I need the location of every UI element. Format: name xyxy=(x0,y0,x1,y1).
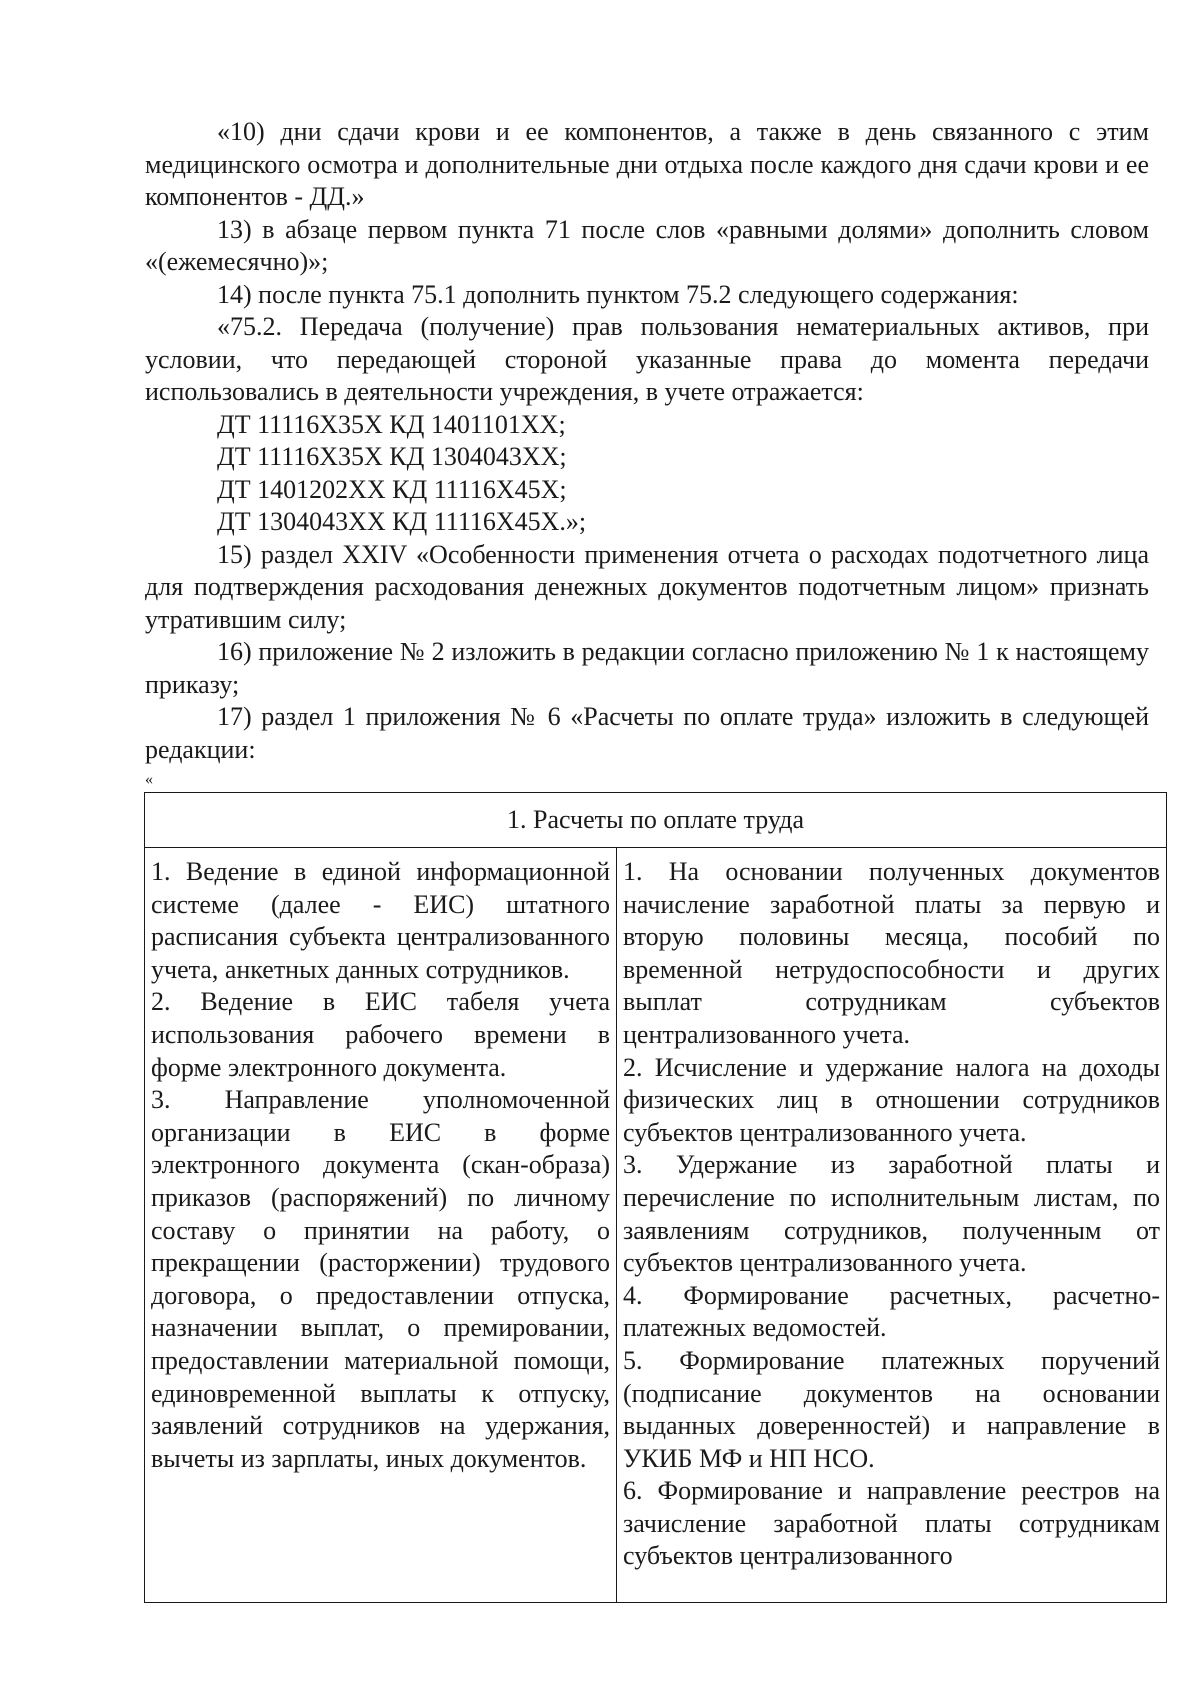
paragraph-item-10: «10) дни сдачи крови и ее компонентов, а также в день связанного с этим медицинского осмотра и дополнительные дни отдыха после каждого дня сдачи крови и ее компонентов - ДД.» xyxy=(145,117,1149,211)
right-list-item: 4. Формирование расчетных, расчетно-платежных ведомостей. xyxy=(623,1280,1161,1343)
right-list-item: 5. Формирование платежных поручений (подписание документов на основании выданных доверенностей) и направление в УКИБ МФ и НП НСО. xyxy=(623,1345,1161,1473)
accounting-entry-4: ДТ 1304043ХХ КД 11116Х45Х.»; xyxy=(217,507,587,536)
right-list-item: 1. На основании полученных документов начисление заработной платы за первую и вторую половины месяца, пособий по временной нетрудоспособности и других выплат сотрудникам субъектов централизованного учета. xyxy=(623,857,1161,1049)
table-header-row xyxy=(145,793,1167,848)
right-list-item: 2. Исчисление и удержание налога на доходы физических лиц в отношении сотрудников субъектов централизованного учета. xyxy=(623,1052,1161,1147)
paragraph-item-13: 13) в абзаце первом пункта 71 после слов «равными долями» дополнить словом «(ежемесячно)»; xyxy=(145,214,1149,276)
paragraph-item-17: 17) раздел 1 приложения № 6 «Расчеты по оплате труда» изложить в следующей редакции: xyxy=(145,702,1149,764)
accounting-entry-3: ДТ 1401202ХХ КД 11116Х45Х; xyxy=(217,474,567,504)
accounting-entry-2: ДТ 11116Х35Х КД 1304043ХХ; xyxy=(217,442,567,471)
table-row xyxy=(145,848,1167,1603)
left-list-item: 3. Направление уполномоченной организации в ЕИС в форме электронного документа (скан-образа) приказов (распоряжений) по личному составу о принятии на работу, о прекращении (расторжении) трудового договора, о предоставлении отпуска, назначении выплат, о премировании, предоставлении материальной помощи, единовременной выплаты к отпуску, заявлений сотрудников на удержания, вычеты из зарплаты, иных документов. xyxy=(151,1085,610,1473)
right-list-item: 3. Удержание из заработной платы и перечисление по исполнительным листам, по заявлениям сотрудников, полученным от субъектов централизованного учета. xyxy=(623,1150,1161,1278)
client-duties-cell xyxy=(145,848,617,1603)
paragraph-item-15: 15) раздел XXIV «Особенности применения отчета о расходах подотчетного лица для подтверждения расходования денежных документов подотчетным лицом» признать утратившим силу; xyxy=(145,539,1149,634)
paragraph-item-14: 14) после пункта 75.1 дополнить пунктом 75.2 следующего содержания: xyxy=(217,279,1019,309)
body-text xyxy=(145,116,1149,766)
left-list-item: 1. Ведение в единой информационной системе (далее - ЕИС) штатного расписания субъекта централизованного учета, анкетных данных сотрудников. xyxy=(151,857,610,984)
payroll-table xyxy=(144,792,1167,1603)
center-duties-cell xyxy=(617,848,1167,1603)
paragraph-item-75-2: «75.2. Передача (получение) прав пользования нематериальных активов, при условии, что передающей стороной указанные права до момента передачи использовались в деятельности учреждения, в учете отражается: xyxy=(145,312,1149,406)
right-list-item: 6. Формирование и направление реестров на зачисление заработной платы сотрудникам субъектов централизованного xyxy=(623,1476,1161,1571)
table-header: 1. Расчеты по оплате труда xyxy=(145,793,1167,848)
accounting-entry-1: ДТ 11116Х35Х КД 1401101ХХ; xyxy=(217,409,566,439)
left-list-item: 2. Ведение в ЕИС табеля учета использования рабочего времени в форме электронного документа. xyxy=(151,987,610,1082)
opening-quote: « xyxy=(145,771,153,788)
paragraph-item-16: 16) приложение № 2 изложить в редакции согласно приложению № 1 к настоящему приказу; xyxy=(145,637,1149,699)
